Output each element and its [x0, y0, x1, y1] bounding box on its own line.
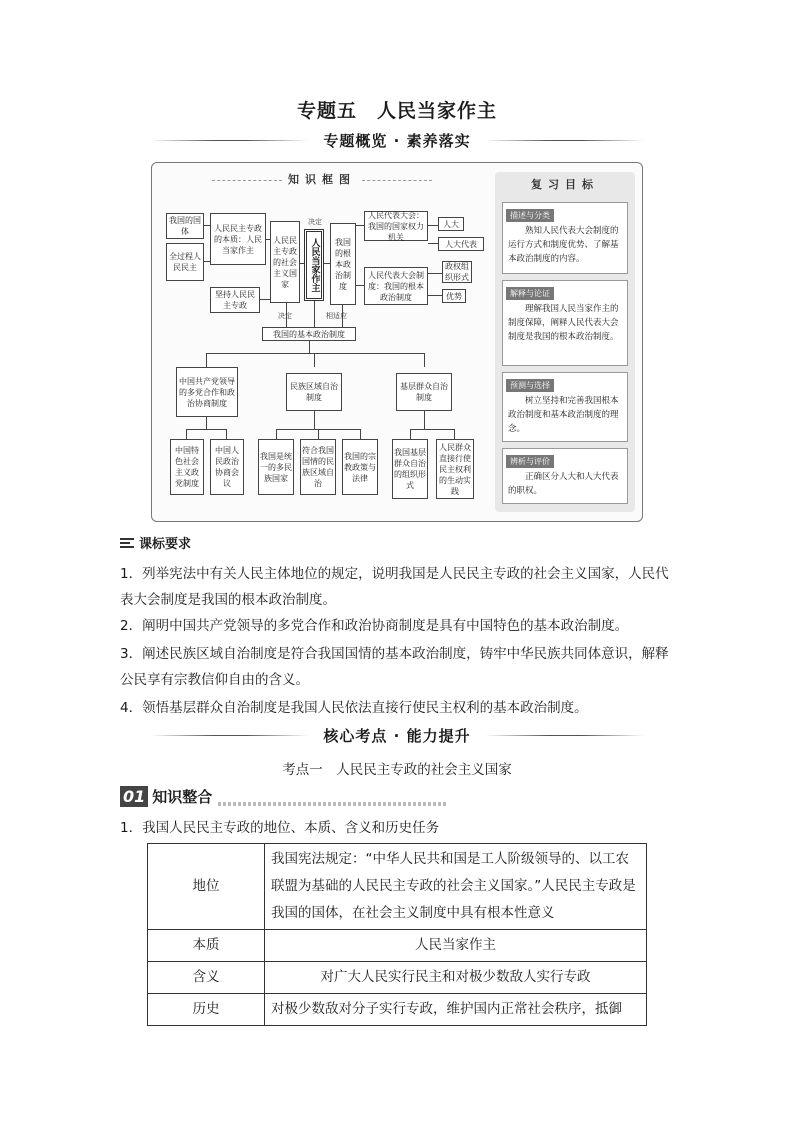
- table-row: [148, 930, 647, 962]
- overview-banner-text: 专题概览 · 素养落实: [323, 131, 471, 150]
- node-rendadaibiao: 人大代表: [438, 237, 484, 251]
- node-leaf1: 中国特色社会主义政党制度: [170, 439, 204, 495]
- section-label: 知识整合: [152, 788, 213, 806]
- table-row: [148, 844, 647, 930]
- table-value: 对极少数敌对分子实行专政，维护国内正常社会秩序，抵御: [265, 994, 647, 1026]
- node-leaf5: 我国的宗教政策与法律: [342, 439, 378, 495]
- kaodian-title: 考点一 人民民主专政的社会主义国家: [282, 762, 512, 778]
- node-guoti: 我国的国体: [166, 213, 204, 239]
- table-row: [148, 962, 647, 994]
- review-card-label: 描述与分类: [506, 209, 554, 222]
- review-objectives-panel: [495, 172, 635, 512]
- overview-banner: [150, 127, 644, 153]
- node-renda: 人大: [438, 217, 464, 231]
- requirement-item: 1．列举宪法中有关人民主体地位的规定，说明我国是人民民主专政的社会主义国家，人民代表大会制度是我国的根本政治制度。: [120, 566, 669, 608]
- review-card-text: 正确区分人大和人大代表的职权。: [508, 472, 619, 496]
- review-card-label: 解释与论证: [506, 287, 554, 300]
- framework-title: 知识框图: [288, 173, 356, 186]
- table-key: 地位: [148, 844, 265, 930]
- review-card-1: [502, 202, 628, 274]
- table-value: 对广大人民实行民主和对极少数敌人实行专政: [265, 962, 647, 994]
- node-people-master: 人民当家作主: [304, 229, 324, 301]
- node-jianchi: 坚持人民民主专政: [210, 287, 260, 313]
- requirement-item: 3．阐述民族区域自治制度是符合我国国情的基本政治制度，铸牢中华民族共同体意识，解释公民享有宗教信仰自由的含义。: [120, 646, 669, 688]
- node-ethnic: 民族区域自治制度: [286, 373, 342, 411]
- table-key: 历史: [148, 994, 265, 1026]
- review-card-2: [502, 280, 628, 366]
- review-card-label: 辨析与评价: [506, 455, 554, 468]
- edge-label-decide2: 决定: [278, 312, 292, 320]
- review-card-label: 预测与选择: [506, 379, 554, 392]
- requirement-item: 4．领悟基层群众自治制度是我国人民依法直接行使民主权利的基本政治制度。: [120, 700, 588, 716]
- section-number: 01: [120, 786, 148, 807]
- table-key: 本质: [148, 930, 265, 962]
- node-socialist-state: 人民民主专政的社会主义国家: [270, 221, 300, 303]
- node-basic-system: 我国的基本政治制度: [262, 327, 356, 341]
- table-row: [148, 994, 647, 1026]
- node-quanguocheng: 全过程人民民主: [166, 243, 204, 281]
- node-leaf2: 中国人民政治协商会议: [210, 439, 244, 495]
- node-leaf6: 我国基层群众自治的组织形式: [392, 439, 428, 499]
- curriculum-heading: [120, 533, 191, 552]
- core-banner: [150, 722, 644, 748]
- table-key: 含义: [148, 962, 265, 994]
- node-npc-organ: 人民代表大会：我国的国家权力机关: [364, 211, 428, 241]
- dictatorship-table: [147, 843, 647, 1026]
- table-value: 人民当家作主: [265, 930, 647, 962]
- node-grassroots: 基层群众自治制度: [396, 373, 452, 411]
- section-knowledge-integration: [120, 786, 448, 807]
- table-value: 我国宪法规定：“中华人民共和国是工人阶级领导的、以工农联盟为基础的人民民主专政的社会主义国家。”人民民主专政是我国的国体，在社会主义制度中具有根本性意义: [265, 844, 647, 930]
- requirement-item: 2．阐明中国共产党领导的多党合作和政治协商制度是具有中国特色的基本政治制度。: [120, 618, 629, 634]
- review-card-text: 树立坚持和完善我国根本政治制度和基本政治制度的理念。: [508, 396, 619, 434]
- list-icon: [120, 537, 134, 549]
- review-card-text: 理解我国人民当家作主的制度保障，阐释人民代表大会制度是我国的根本政治制度。: [508, 304, 619, 342]
- node-leaf7: 人民群众直接行使民主权利的生动实践: [436, 439, 474, 499]
- node-cpc-coop: 中国共产党领导的多党合作和政治协商制度: [176, 367, 238, 417]
- review-card-4: [502, 448, 628, 504]
- node-essence: 人民民主专政的本质：人民当家作主: [210, 213, 266, 265]
- node-leaf4: 符合我国国情的民族区域自治: [300, 439, 336, 495]
- node-root-system: 我国的根本政治制度: [330, 223, 356, 305]
- core-banner-text: 核心考点 · 能力提升: [323, 726, 471, 745]
- page-title: 专题五 人民当家作主: [296, 100, 497, 122]
- edge-label-adapt: 相适应: [326, 312, 347, 320]
- review-card-text: 熟知人民代表大会制度的运行方式和制度优势、了解基本政治制度的内容。: [508, 226, 619, 264]
- node-leaf3: 我国是统一的多民族国家: [258, 439, 294, 495]
- item1-title: 1．我国人民民主专政的地位、本质、含义和历史任务: [120, 820, 440, 836]
- review-card-3: [502, 372, 628, 442]
- review-title: 复习目标: [531, 178, 599, 191]
- node-npc-system: 人民代表大会制度：我国的根本政治制度: [364, 267, 428, 305]
- node-zhengquan: 政权组织形式: [442, 261, 472, 283]
- edge-label-decide1: 决定: [308, 218, 322, 226]
- curriculum-title: 课标要求: [139, 537, 192, 552]
- framework-title-wrap: [152, 171, 492, 187]
- node-youshi: 优势: [442, 289, 466, 303]
